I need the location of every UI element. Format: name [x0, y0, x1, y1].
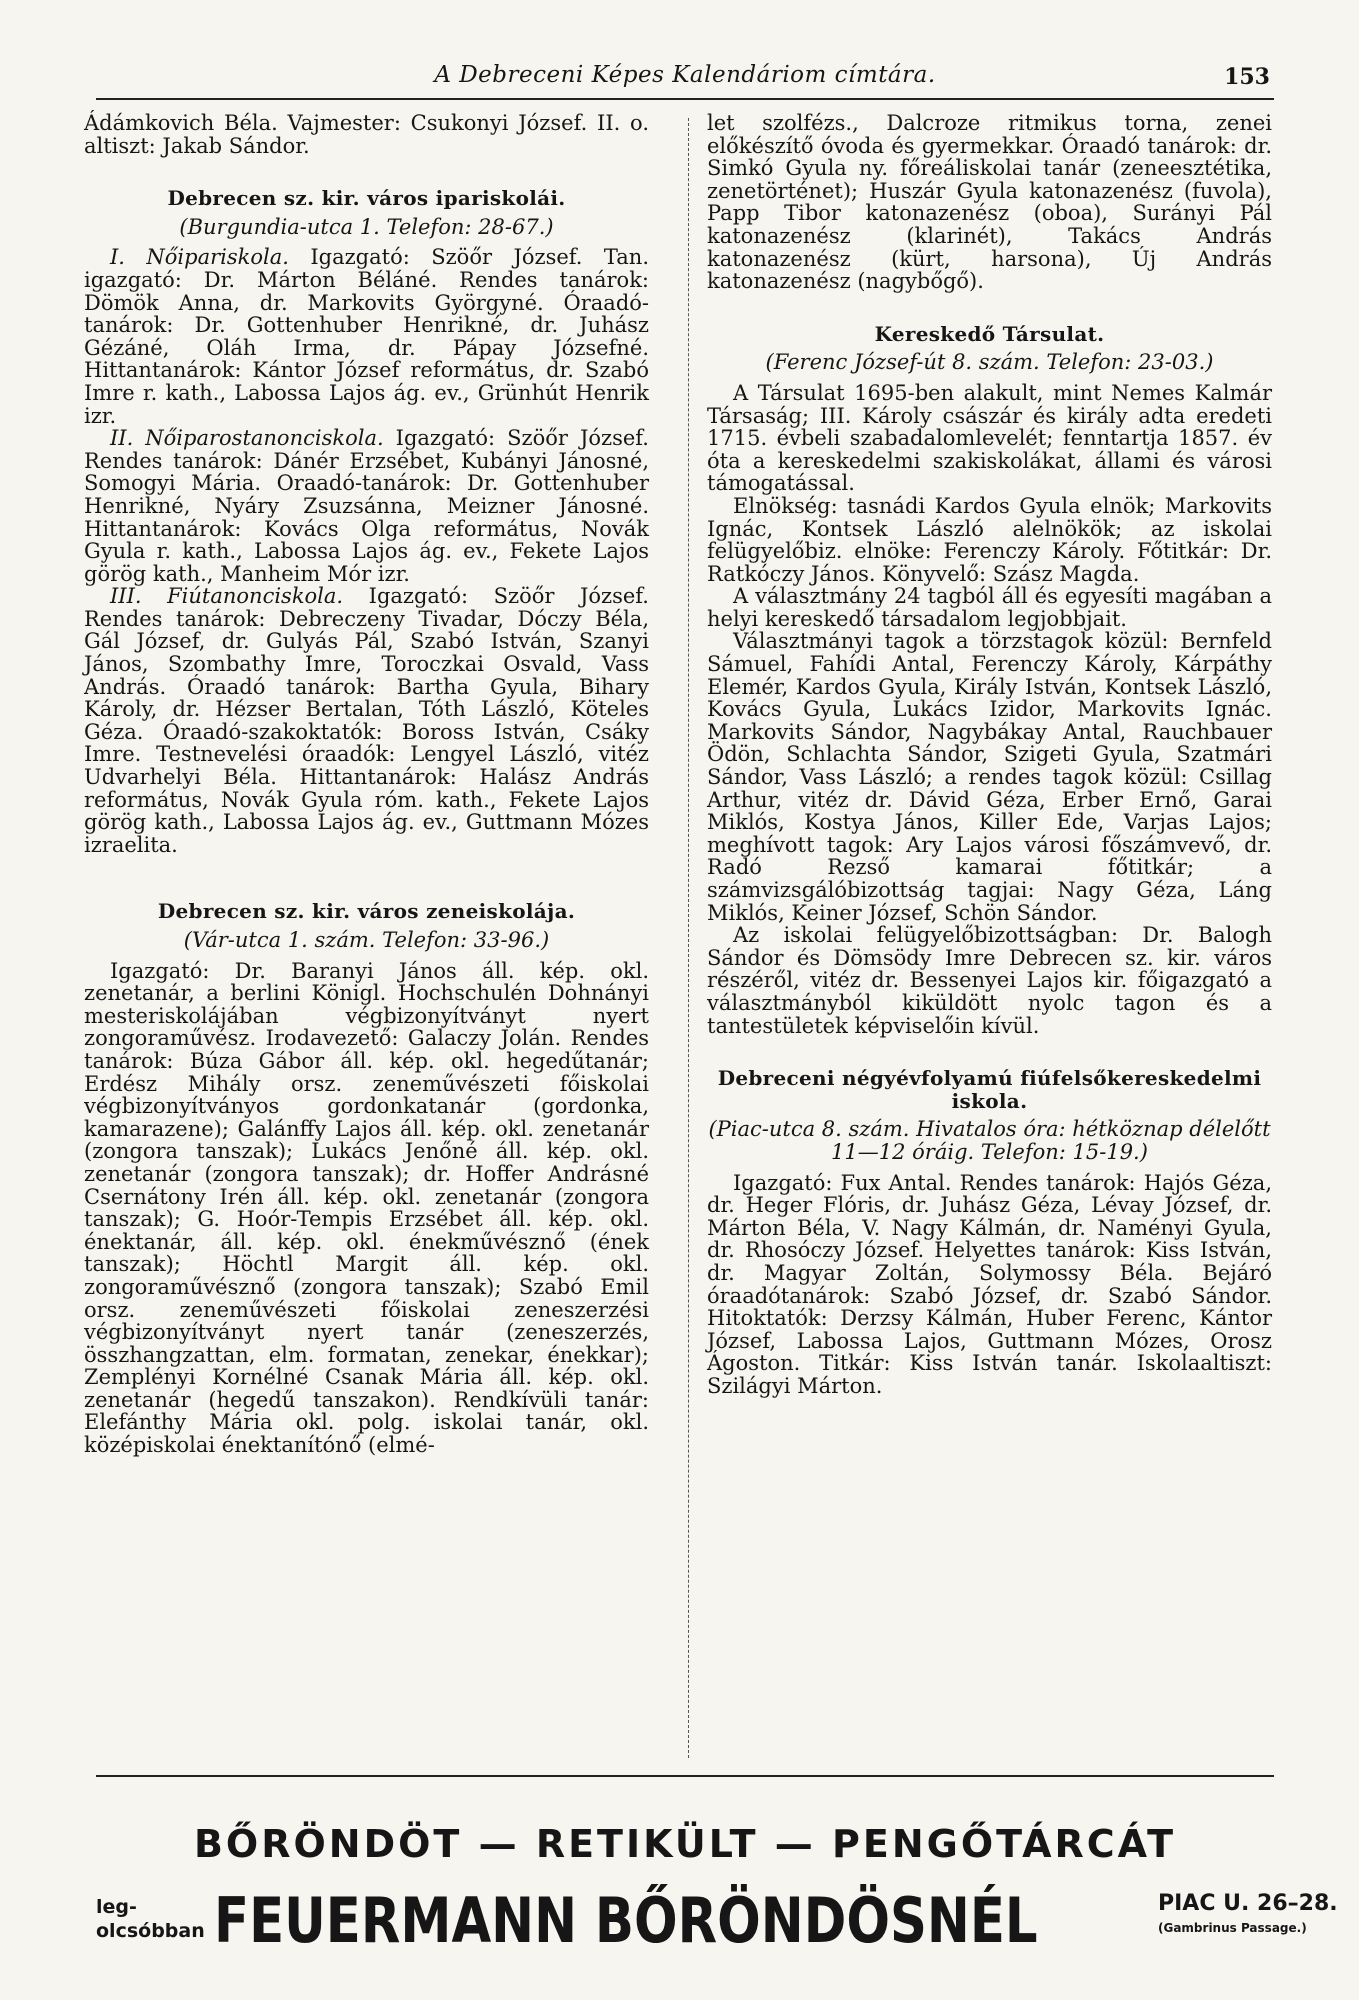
zeneiskola-address: (Vár-utca 1. szám. Telefon: 33-96.) [183, 928, 550, 952]
section-text: Igazgató: Szöőr József. Tan. igazgató: Dr. Márton Béláné. Rendes tanárok: Dömök Anna, dr. Markovits Györgyné. Óraadó-tanárok: Dr. Gottenhuber Henrikné, dr. Juhász Gézáné, Oláh Irma, dr. Pápay Józsefné. Hittantanárok: Kántor József református, dr. Szabó Imre r. kath., Labossa Lajos ág. ev., Grünhút Henrik izr. [84, 245, 649, 428]
fiufelso-paragraph: Igazgató: Fux Antal. Rendes tanárok: Hajós Géza, dr. Heger Flóris, dr. Juhász Géza, Lévay József, dr. Márton Béla, V. Nagy Kálmán, dr. Naményi Gyula, dr. Rhosóczy József. Helyettes tanárok: Kiss István, dr. Magyar Zoltán, Solymossy Béla. Bejáró óraadótanárok: Szabó József, dr. Szabó Sándor. Hitoktatók: Derzsy Kálmán, Huber Ferenc, Kántor József, Labossa Lajos, Guttmann Mózes, Orosz Ágoston. Titkár: Kiss István tanár. Iskolaaltiszt: Szilágyi Márton. [707, 1170, 1272, 1398]
section-label: II. Nőiparostanonciskola. [110, 426, 384, 451]
ad-leg-1: leg- [96, 1896, 137, 1918]
ad-passage: (Gambrinus Passage.) [1158, 1921, 1307, 1935]
ad-street: PIAC U. 26–28. [1158, 1891, 1338, 1916]
ipariskola-section-2 [84, 427, 649, 585]
kereskedo-paragraph-3: A választmány 24 tagból áll és egyesíti magában a helyi kereskedő társadalom legjobbjait. [707, 584, 1272, 631]
fiufelso-address: (Piac-utca 8. szám. Hivatalos óra: hétköznap délelőtt 11—12 óráig. Telefon: 15-19.) [708, 1117, 1271, 1164]
advertisement [96, 1792, 1338, 1992]
zeneiskola-paragraph: Igazgató: Dr. Baranyi János áll. kép. okl. zenetanár, a berlini Königl. Hochschulén Dohnányi mesteriskolájában végbizonyítványt nyert zongoraművész. Irodavezető: Galaczy Jolán. Rendes tanárok: Búza Gábor áll. kép. okl. hegedűtanár; Erdész Mihály orsz. zeneművészeti főiskolai végbizonyítványos gordonkatanár (gordonka, kamarazene); Galánffy Lajos áll. kép. okl. zenetanár (zongora tanszak); Lukács Jenőné áll. kép. okl. zenetanár (zongora tanszak); dr. Hoffer Andrásné Csernátony Irén áll. kép. okl. zenetanár (zongora tanszak); G. Hoór-Tempis Erzsébet áll. kép. okl. énektanár, áll. kép. okl. énekművésznő (ének tanszak); Höchtl Margit áll. kép. okl. zongoraművésznő (zongora tanszak); Szabó Emil orsz. zeneművészeti főiskolai zeneszerzési végbizonyítványt nyert tanár (zeneszerzés, összhangzattan, elm. formatan, zenekar, énekkar); Zemplényi Kornélné Csanak Mária áll. kép. okl. zenetanár (hegedű tanszakon). Rendkívüli tanár: Elefánthy Mária okl. polg. iskolai tanár, okl. középiskolai énektanítónő (elmé- [84, 958, 649, 1458]
ad-cheapest-label [96, 1895, 205, 1943]
kereskedo-paragraph-1: A Társulat 1695-ben alakult, mint Nemes Kalmár Társaság; III. Károly császár és király adta eredeti 1715. évbeli szabadalomlevelét; fenntartja 1857. év óta a kereskedelmi szakiskolákat, állami és városi támogatással. [707, 380, 1272, 496]
ad-leg-2: olcsóbban [96, 1920, 205, 1942]
left-column [84, 112, 649, 1457]
zeneiskola-continued: let szolfézs., Dalcroze ritmikus torna, zenei előkészítő óvoda és gyermekkar. Óraadó tanárok: dr. Simkó Gyula ny. főreáliskolai tanár (zeneesztétika, zenetörténet); Huszár Gyula katonazenész (fuvola), Papp Tibor katonazenész (oboa), Surányi Pál katonazenész (klarinét), Takács András katonazenész (kürt, harsona), Új András katonazenész (nagybőgő). [707, 111, 1272, 294]
ipariskola-section-3 [84, 585, 649, 856]
ad-shop-name: FEUERMANN BŐRÖNDÖSNÉL [214, 1884, 1038, 1957]
kereskedo-address: (Ferenc József-út 8. szám. Telefon: 23-03.) [765, 350, 1214, 375]
header-rule [96, 98, 1274, 100]
intro-paragraph: Ádámkovich Béla. Vajmester: Csukonyi József. II. o. altiszt: Jakab Sándor. [84, 111, 649, 158]
kereskedo-paragraph-4: Választmányi tagok a törzstagok közül: Bernfeld Sámuel, Fahídi Antal, Ferenczy Károly, Kárpáthy Elemér, Kardos Gyula, Király István, Kontsek László, Kovács Gyula, Lukács Izidor, Markovits Ignác. Markovits Sándor, Nagybákay Antal, Rauchbauer Ödön, Schlachta Sándor, Szigeti Gyula, Szatmári Sándor, Vass László; a rendes tagok közül: Csillag Arthur, vitéz dr. Dávid Géza, Erber Ernő, Garai Miklós, Kostya János, Killer Ede, Varjas Lajos; meghívott tagok: Ary Lajos városi főszámvevő, dr. Radó Rezső kamarai főtitkár; a számvizsgálóbizottság tagjai: Nagy Géza, Láng Miklós, Keiner József, Schön Sándor. [707, 629, 1272, 925]
section-label: III. Fiútanonciskola. [110, 584, 344, 609]
ad-top-rule [96, 1775, 1274, 1777]
page-number: 153 [1224, 64, 1270, 90]
section-label: I. Nőipariskola. [110, 245, 289, 270]
ad-shop-address [1158, 1891, 1338, 1940]
fiufelso-heading: Debreceni négyévfolyamú fiúfelsőkereskedelmi iskola. [717, 1066, 1262, 1113]
ipariskola-section-1 [84, 246, 649, 427]
ipariskola-heading: Debrecen sz. kir. város ipariskolái. [167, 186, 566, 211]
section-text: Igazgató: Szöőr József. Rendes tanárok: Dánér Erzsébet, Kubányi Jánosné, Somogyi Mária. Oraadó-tanárok: Dr. Gottenhuber Henrikné, Nyáry Zsuzsánna, Meizner Jánosné. Hittantanárok: Kovács Olga református, Novák Gyula r. kath., Labossa Lajos ág. ev., Fekete Lajos görög kath., Manheim Mór izr. [84, 426, 649, 586]
kereskedo-paragraph-5: Az iskolai felügyelőbizottságban: Dr. Balogh Sándor és Dömsödy Imre Debrecen sz. kir. város részéről, vitéz dr. Bessenyei Lajos kir. főigazgató a választmányból kiküldött nyolc tagon és a tantestületek képviselőin kívül. [707, 923, 1272, 1038]
section-text: Igazgató: Szöőr József. Rendes tanárok: Debreczeny Tivadar, Dóczy Béla, Gál József, dr. Gulyás Pál, Szabó István, Szanyi János, Szombathy Imre, Toroczkai Osvald, Vass András. Óraadó tanárok: Bartha Gyula, Bihary Károly, dr. Hézser Bertalan, Tóth László, Köteles Géza. Óraadó-szakoktatók: Boross István, Csáky Imre. Testnevelési óraadók: Lengyel László, vitéz Udvarhelyi Béla. Hittantanárok: Halász András református, Novák Gyula róm. kath., Fekete Lajos görög kath., Labossa Lajos ág. ev., Guttmann Mózes izraelita. [84, 584, 649, 857]
column-divider [688, 118, 689, 1758]
ad-headline: BŐRÖNDÖT — RETIKÜLT — PENGŐTÁRCÁT [193, 1822, 1177, 1866]
zeneiskola-heading: Debrecen sz. kir. város zeneiskolája. [157, 899, 576, 924]
kereskedo-paragraph-2: Elnökség: tasnádi Kardos Gyula elnök; Markovits Ignác, Kontsek László alelnökök; az iskolai felügyelőbiz. elnöke: Ferenczy Károly. Főtitkár: Dr. Ratkóczy János. Könyvelő: Szász Magda. [707, 493, 1272, 586]
ipariskola-address: (Burgundia-utca 1. Telefon: 28-67.) [179, 214, 554, 239]
kereskedo-heading: Kereskedő Társulat. [874, 321, 1105, 346]
right-column [707, 112, 1272, 1397]
header-title: A Debreceni Képes Kalendáriom címtára. [434, 62, 936, 88]
running-header [96, 58, 1274, 98]
